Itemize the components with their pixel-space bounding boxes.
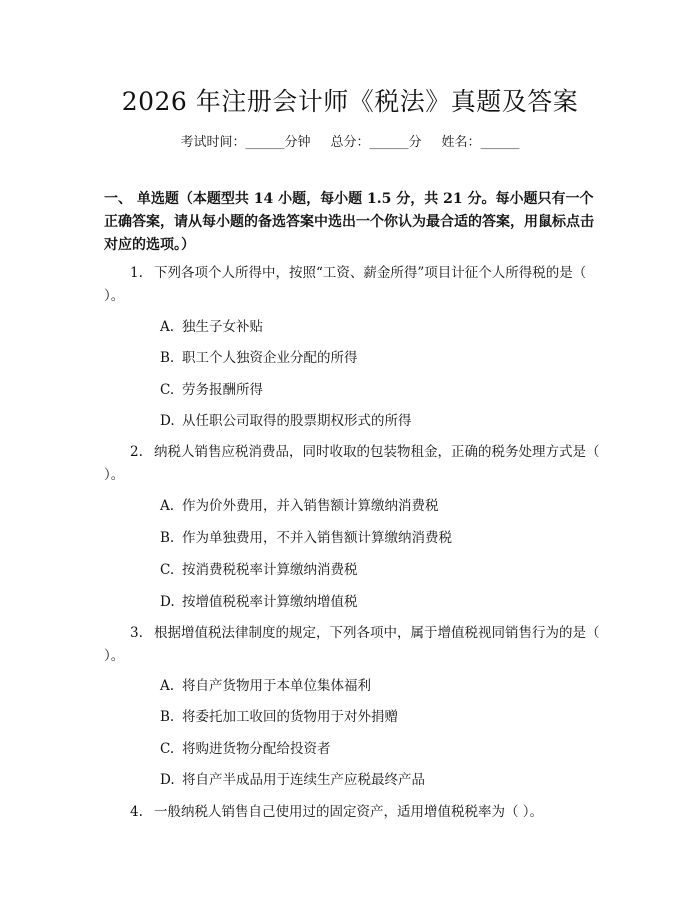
option-letter: D. <box>160 772 175 788</box>
section-heading: 一、 单选题（本题型共 14 小题，每小题 1.5 分，共 21 分。每小题只有一个正确答案，请从每小题的备选答案中选出一个你认为最合适的答案，用鼠标点击对应的选项。） <box>104 191 594 253</box>
option-text: 按增值税税率计算缴纳增值税 <box>182 594 358 610</box>
option-text: 劳务报酬所得 <box>182 382 263 398</box>
option-letter: B. <box>160 350 175 366</box>
exam-time: 考试时间：______分钟 <box>180 135 311 150</box>
option-letter: A. <box>160 498 175 514</box>
question-2-option-c[interactable] <box>160 560 358 580</box>
option-letter: C. <box>160 562 175 578</box>
question-3-option-a[interactable] <box>160 676 371 696</box>
question-3-option-d[interactable] <box>160 770 425 790</box>
option-text: 将购进货物分配给投资者 <box>182 741 331 757</box>
question-2-option-a[interactable] <box>160 496 439 516</box>
question-number: 2. <box>130 444 143 460</box>
option-text: 从任职公司取得的股票期权形式的所得 <box>182 413 412 429</box>
question-stem: 一般纳税人销售自己使用过的固定资产，适用增值税税率为（ ）。 <box>154 804 544 820</box>
question-2-option-b[interactable] <box>160 528 452 548</box>
question-number: 4. <box>130 804 143 820</box>
option-letter: D. <box>160 594 175 610</box>
question-1-option-b[interactable] <box>160 348 358 368</box>
question-1-option-d[interactable] <box>160 411 412 431</box>
option-text: 按消费税税率计算缴纳消费税 <box>182 562 358 578</box>
option-letter: B. <box>160 530 175 546</box>
question-3-option-b[interactable] <box>160 707 398 727</box>
option-letter: A. <box>160 319 175 335</box>
option-text: 将自产半成品用于连续生产应税最终产品 <box>182 772 425 788</box>
question-2-option-d[interactable] <box>160 592 358 612</box>
option-text: 独生子女补贴 <box>182 319 263 335</box>
option-text: 将委托加工收回的货物用于对外捐赠 <box>182 709 398 725</box>
option-letter: D. <box>160 413 175 429</box>
exam-name: 姓名：______ <box>441 135 520 150</box>
question-stem: 纳税人销售应税消费品，同时收取的包装物租金，正确的税务处理方式是（ ）。 <box>104 444 600 483</box>
option-letter: A. <box>160 678 175 694</box>
question-2 <box>104 441 604 487</box>
option-text: 作为单独费用，不并入销售额计算缴纳消费税 <box>182 530 452 546</box>
question-3-option-c[interactable] <box>160 739 331 759</box>
question-3 <box>104 622 604 668</box>
question-number: 3. <box>130 625 143 641</box>
option-text: 将自产货物用于本单位集体福利 <box>182 678 371 694</box>
exam-meta <box>0 131 700 150</box>
question-4 <box>104 801 604 824</box>
document-title: 2026 年注册会计师《税法》真题及答案 <box>121 87 579 116</box>
question-1-option-a[interactable] <box>160 317 263 337</box>
question-1-option-c[interactable] <box>160 380 263 400</box>
question-stem: 根据增值税法律制度的规定，下列各项中，属于增值税视同销售行为的是（ ）。 <box>104 625 600 664</box>
question-stem: 下列各项个人所得中，按照“工资、薪金所得”项目计征个人所得税的是（ ）。 <box>104 265 587 304</box>
option-text: 作为价外费用，并入销售额计算缴纳消费税 <box>182 498 439 514</box>
question-1 <box>104 262 604 308</box>
option-letter: C. <box>160 382 175 398</box>
option-letter: C. <box>160 741 175 757</box>
option-letter: B. <box>160 709 175 725</box>
option-text: 职工个人独资企业分配的所得 <box>182 350 358 366</box>
exam-score: 总分：______分 <box>330 135 422 150</box>
question-number: 1. <box>130 265 143 281</box>
